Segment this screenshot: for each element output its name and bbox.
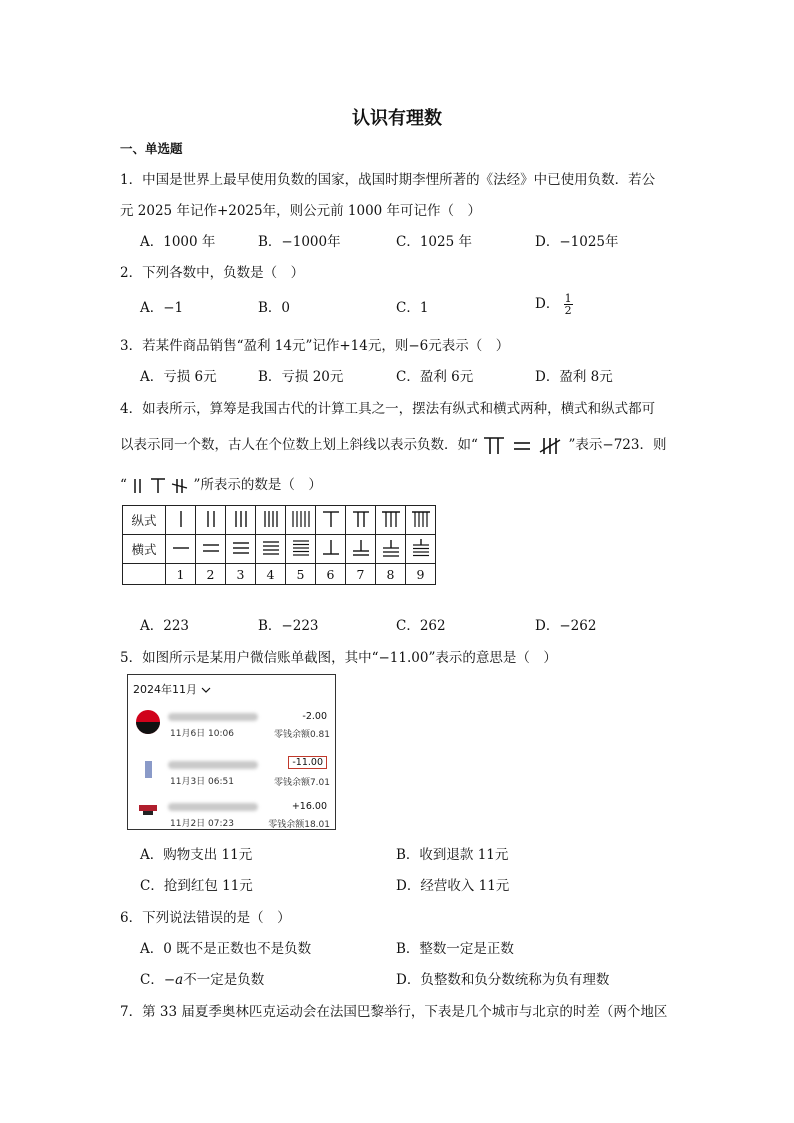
table-number: 5 <box>286 564 316 585</box>
vertical-rod-6-icon <box>316 506 346 535</box>
horizontal-rod-3-icon <box>226 535 256 564</box>
section-heading: 一、单选题 <box>120 141 183 156</box>
blurred-merchant-name <box>168 713 258 721</box>
merchant-logo-icon <box>135 709 161 739</box>
horizontal-rod-2-icon <box>196 535 226 564</box>
q6-option-a[interactable]: A．0 既不是正数也不是负数 <box>140 941 312 957</box>
q1-option-c[interactable]: C．1025 年 <box>396 234 472 250</box>
vertical-rod-5-icon <box>286 506 316 535</box>
q2-option-a[interactable]: A．−1 <box>140 300 184 316</box>
q1-option-d[interactable]: D．−1025年 <box>535 234 619 250</box>
q1-stem-line1: 1．中国是世界上最早使用负数的国家，战国时期李悝所著的《法经》中已使用负数．若公 <box>120 172 656 188</box>
bill-date: 11月3日 06:51 <box>170 777 234 787</box>
q5-option-b[interactable]: B．收到退款 11元 <box>396 847 509 863</box>
q1-option-b[interactable]: B．−1000年 <box>258 234 341 250</box>
q6-option-c-label: C．− <box>140 972 176 988</box>
blurred-merchant-name <box>168 803 258 811</box>
chevron-down-icon <box>201 683 211 696</box>
row-header-vertical: 纵式 <box>123 506 166 535</box>
q2-option-d-label: D． <box>535 296 560 312</box>
q4-line2-text: 以表示同一个数，古人在个位数上划上斜线以表示负数．如“ <box>120 437 478 453</box>
table-number: 8 <box>376 564 406 585</box>
bill-record <box>128 757 335 797</box>
rod-numeral-question-icon <box>131 476 189 496</box>
q4-option-d[interactable]: D．−262 <box>535 618 597 634</box>
fraction-numerator: 1 <box>564 292 572 305</box>
bill-date: 11月2日 07:23 <box>170 819 234 829</box>
bill-month <box>133 681 211 697</box>
q1-stem-line2: 元 2025 年记作+2025年，则公元前 1000 年可记作（ ） <box>120 203 482 219</box>
q6-option-d[interactable]: D．负整数和负分数统称为负有理数 <box>396 972 610 988</box>
table-number: 4 <box>256 564 286 585</box>
rod-numeral-negative-723-icon <box>482 436 564 456</box>
horizontal-rod-5-icon <box>286 535 316 564</box>
wechat-bill-screenshot <box>127 674 336 830</box>
horizontal-rod-8-icon <box>376 535 406 564</box>
q4-line3-tail: ”所表示的数是（ ） <box>193 477 322 493</box>
q5-option-d[interactable]: D．经营收入 11元 <box>396 878 510 894</box>
merchant-logo-icon <box>135 757 161 787</box>
horizontal-rod-9-icon <box>406 535 436 564</box>
bill-month-label: 2024年11月 <box>133 683 197 696</box>
table-number: 7 <box>346 564 376 585</box>
q6-option-b[interactable]: B．整数一定是正数 <box>396 941 514 957</box>
q7-stem: 7．第 33 届夏季奥林匹克运动会在法国巴黎举行，下表是几个城市与北京的时差（两个地区 <box>120 1004 668 1020</box>
bill-amount: +16.00 <box>291 801 327 812</box>
table-number: 2 <box>196 564 226 585</box>
q3-option-a[interactable]: A．亏损 6元 <box>140 369 217 385</box>
vertical-row <box>123 506 436 535</box>
table-number: 9 <box>406 564 436 585</box>
q5-stem: 5．如图所示是某用户微信账单截图，其中“−11.00”表示的意思是（ ） <box>120 650 557 666</box>
horizontal-rod-6-icon <box>316 535 346 564</box>
q1-option-a[interactable]: A．1000 年 <box>140 234 216 250</box>
q5-option-c[interactable]: C．抢到红包 11元 <box>140 878 253 894</box>
counting-rod-table <box>122 505 436 585</box>
q2-option-d[interactable] <box>535 292 573 316</box>
q4-option-c[interactable]: C．262 <box>396 618 446 634</box>
blurred-merchant-name <box>168 761 258 769</box>
fraction-denominator: 2 <box>564 304 572 317</box>
q2-option-b[interactable]: B．0 <box>258 300 291 316</box>
q3-option-d[interactable]: D．盈利 8元 <box>535 369 613 385</box>
bill-date: 11月6日 10:06 <box>170 729 234 739</box>
vertical-rod-7-icon <box>346 506 376 535</box>
merchant-logo-icon <box>135 799 161 829</box>
vertical-rod-8-icon <box>376 506 406 535</box>
row-header-blank <box>123 564 166 585</box>
q2-option-c[interactable]: C．1 <box>396 300 429 316</box>
q3-option-c[interactable]: C．盈利 6元 <box>396 369 474 385</box>
q6-stem: 6．下列说法错误的是（ ） <box>120 910 291 926</box>
bill-amount-highlighted: -11.00 <box>288 756 327 769</box>
vertical-rod-9-icon <box>406 506 436 535</box>
bill-balance: 零钱余额18.01 <box>268 820 330 830</box>
row-header-horizontal: 横式 <box>123 535 166 564</box>
q4-stem-line3 <box>120 473 322 496</box>
page-title: 认识有理数 <box>352 108 442 129</box>
q3-stem: 3．若某件商品销售“盈利 14元”记作+14元，则−6元表示（ ） <box>120 338 510 354</box>
table-number: 3 <box>226 564 256 585</box>
q5-option-a[interactable]: A．购物支出 11元 <box>140 847 253 863</box>
vertical-rod-2-icon <box>196 506 226 535</box>
vertical-rod-4-icon <box>256 506 286 535</box>
number-row <box>123 564 436 585</box>
horizontal-rod-4-icon <box>256 535 286 564</box>
q6-option-c-tail: 不一定是负数 <box>183 972 265 988</box>
q4-line3-open: “ <box>120 477 127 493</box>
q4-option-b[interactable]: B．−223 <box>258 618 319 634</box>
q2-stem: 2．下列各数中，负数是（ ） <box>120 265 305 281</box>
q6-option-c[interactable] <box>140 968 264 988</box>
bill-balance: 零钱余额7.01 <box>273 778 330 788</box>
variable-a: a <box>175 972 184 988</box>
q3-option-b[interactable]: B．亏损 20元 <box>258 369 344 385</box>
vertical-rod-3-icon <box>226 506 256 535</box>
q4-option-a[interactable]: A．223 <box>140 618 190 634</box>
bill-amount: -2.00 <box>302 711 327 722</box>
bill-record <box>128 799 335 839</box>
bill-balance: 零钱余额0.81 <box>273 730 330 740</box>
horizontal-row <box>123 535 436 564</box>
fraction <box>564 293 573 316</box>
table-number: 1 <box>166 564 196 585</box>
bill-record <box>128 709 335 749</box>
horizontal-rod-1-icon <box>166 535 196 564</box>
q4-line2-tail: ”表示−723．则 <box>568 437 667 453</box>
horizontal-rod-7-icon <box>346 535 376 564</box>
vertical-rod-1-icon <box>166 506 196 535</box>
table-number: 6 <box>316 564 346 585</box>
q4-stem-line1: 4．如表所示，算筹是我国古代的计算工具之一，摆法有纵式和横式两种，横式和纵式都可 <box>120 401 656 417</box>
q4-stem-line2 <box>120 433 666 456</box>
